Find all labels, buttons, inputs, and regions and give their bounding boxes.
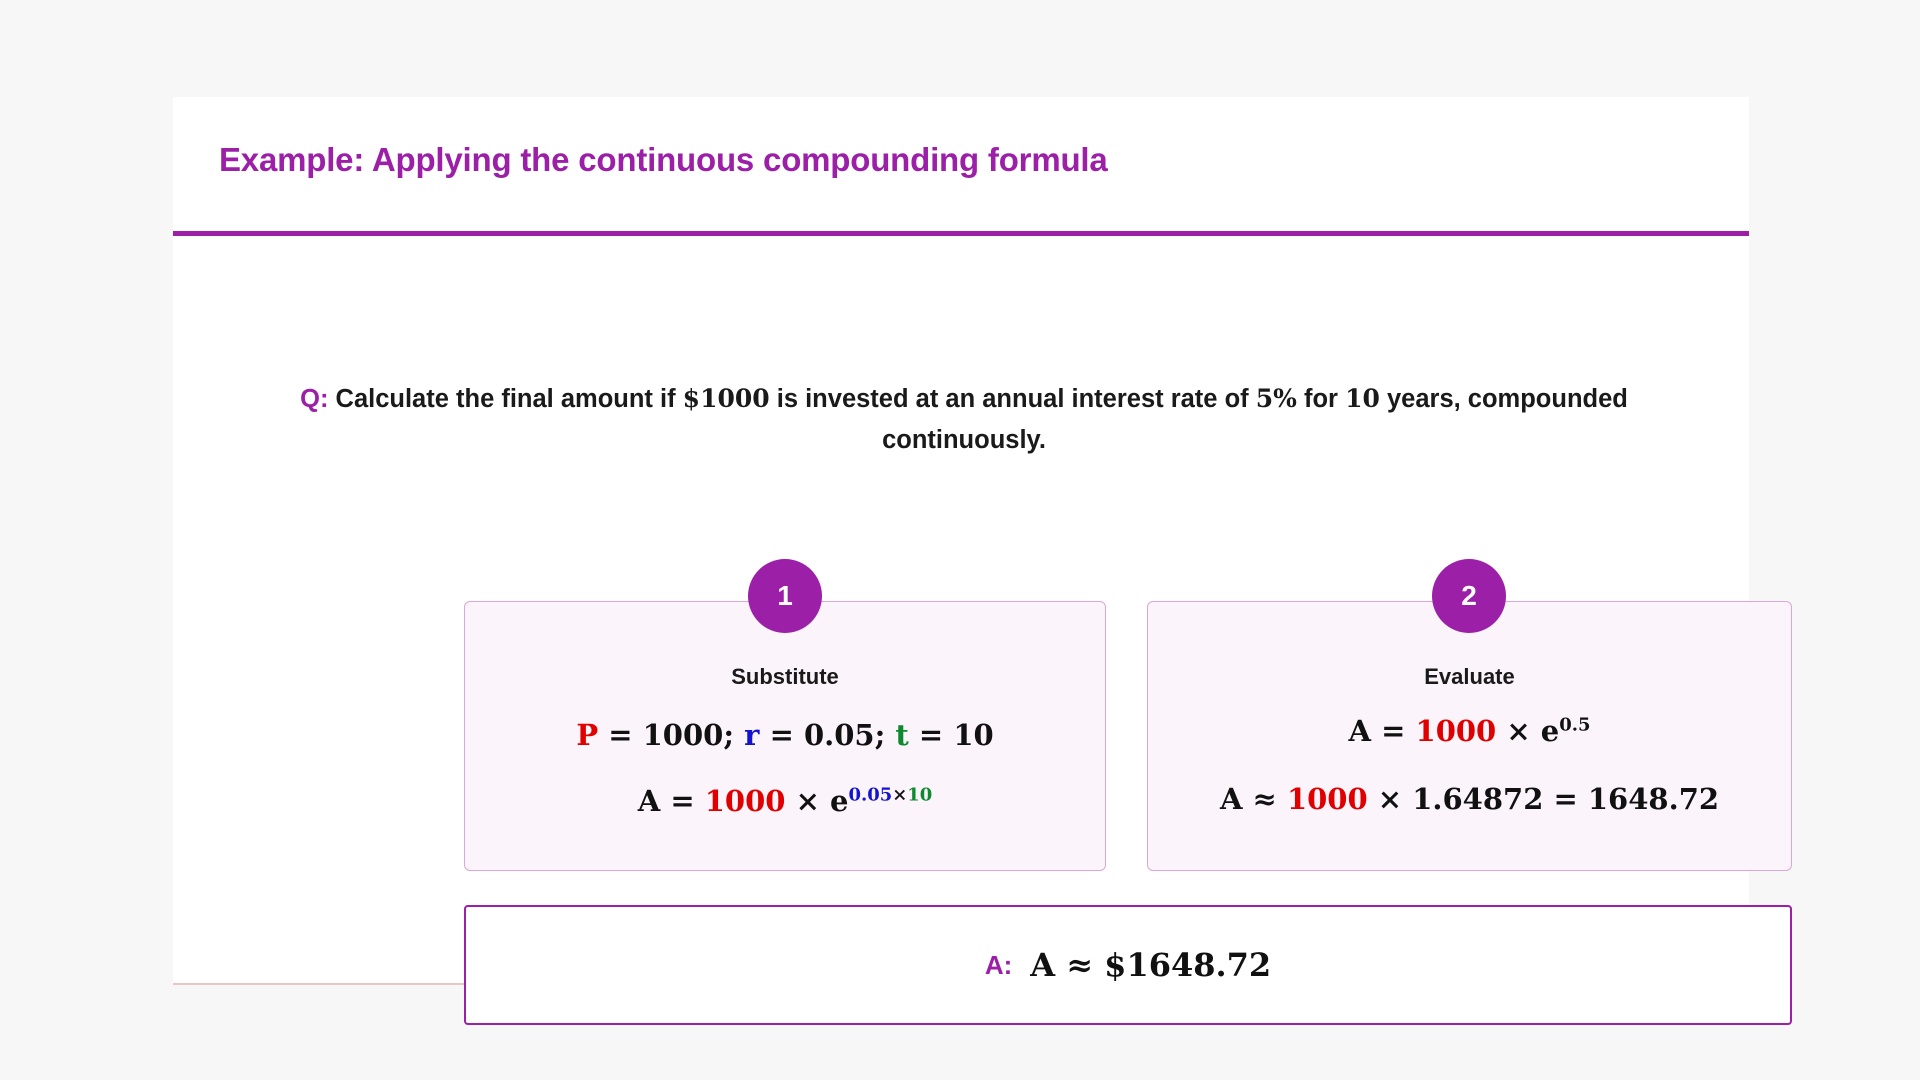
value-r: = 0.05; [769,718,886,752]
step-card-substitute [464,601,1106,871]
question-part-4: years, compounded continuously. [882,385,1628,455]
symbol-P: P [576,718,599,752]
result-factor: 1.64872 [1412,782,1544,816]
step-1-line-1 [465,718,1105,752]
eval-times: × [1506,714,1531,748]
formula-exponent-times: × [892,784,908,806]
result-lhs: A ≈ [1219,782,1277,816]
answer-box [464,905,1792,1025]
answer-label: A: [984,949,1013,980]
value-P: = 1000; [608,718,735,752]
formula-lhs: A = [637,784,695,818]
formula-exponent-rate: 0.05 [848,784,893,806]
formula-principal: 1000 [704,784,786,818]
example-card [173,97,1749,985]
step-1-heading: Substitute [731,664,839,689]
answer-value: A ≈ $1648.72 [1030,946,1272,984]
step-card-evaluate [1147,601,1792,871]
formula-exponent-years: 10 [907,784,933,806]
step-1-line-2 [465,784,1105,818]
formula-base: e [829,784,849,818]
eval-base: e [1540,714,1560,748]
question-rate: 5% [1255,384,1297,413]
step-badge-1: 1 [748,559,822,633]
question-part-2: is invested at an annual interest rate of [776,385,1249,413]
question-amount: $1000 [682,384,770,413]
step-2-line-2 [1148,782,1791,816]
value-t: = 10 [918,718,994,752]
result-equals: = 1648.72 [1553,782,1720,816]
eval-exponent: 0.5 [1559,714,1591,736]
step-badge-2: 2 [1432,559,1506,633]
question-years: 10 [1345,384,1380,413]
result-principal: 1000 [1286,782,1368,816]
result-times: × [1377,782,1403,816]
formula-times: × [795,784,820,818]
step-2-heading: Evaluate [1424,664,1515,689]
question-part-1: Calculate the final amount if [335,385,676,413]
symbol-t: t [895,718,909,752]
eval-lhs: A = [1348,714,1406,748]
symbol-r: r [744,718,760,752]
title-divider [173,231,1749,236]
question-label: Q: [300,385,329,413]
page-title: Example: Applying the continuous compounding formula [219,141,1108,178]
eval-principal: 1000 [1415,714,1497,748]
question-part-3: for [1303,385,1338,413]
question-text [269,379,1659,462]
step-2-line-1 [1148,714,1791,748]
